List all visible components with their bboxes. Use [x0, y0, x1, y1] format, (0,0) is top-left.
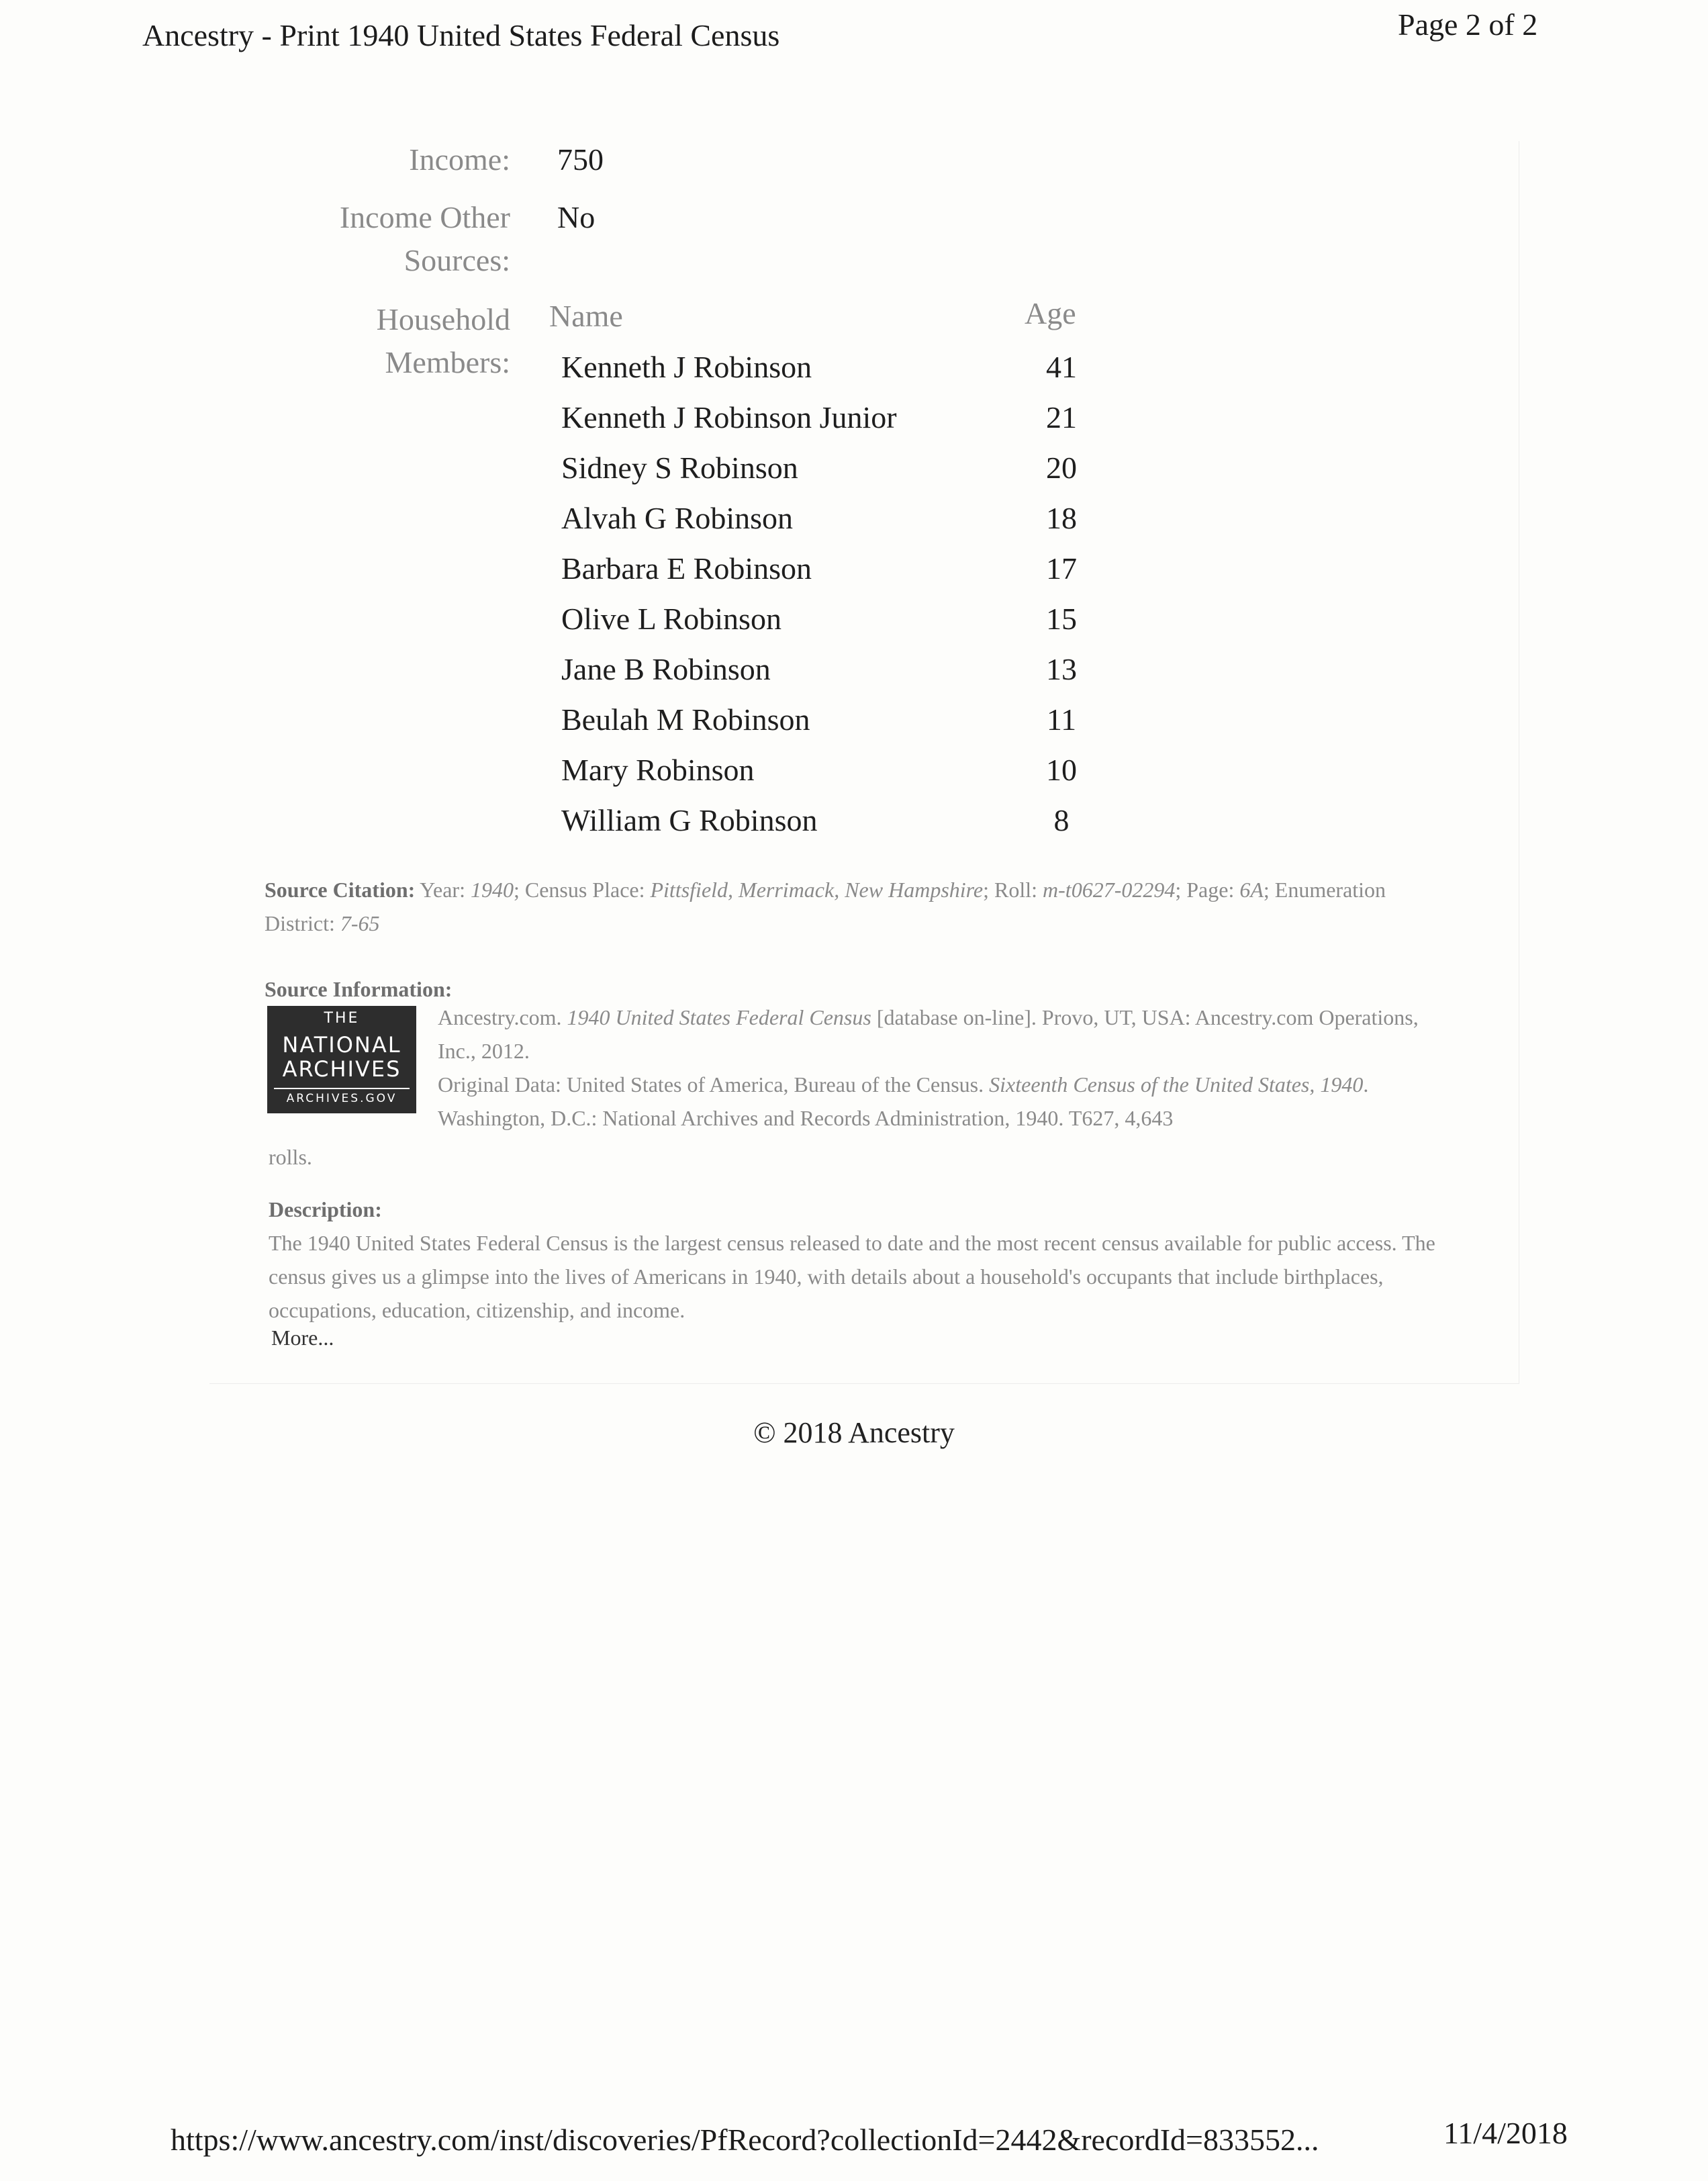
database-title: 1940 United States Federal Census [567, 1005, 871, 1029]
household-member-row [561, 349, 1166, 400]
citation-roll: m-t0627-02294 [1043, 878, 1176, 902]
household-member-row [561, 450, 1166, 500]
logo-line-the: THE [324, 1010, 360, 1027]
income-label: Income: [409, 142, 510, 177]
footer-url: https://www.ancestry.com/inst/discoveries/PfRecord?collectionId=2442&recordId=833552... [171, 2123, 1319, 2157]
household-member-row [561, 601, 1166, 651]
household-member-row [561, 551, 1166, 601]
original-data-prefix: Original Data: United States of America, Bureau of the Census. [438, 1072, 984, 1097]
page-header-title: Ancestry - Print 1940 United States Federal Census [142, 18, 780, 52]
income-other-sources-label: Income Other Sources: [339, 200, 510, 277]
source-information-heading [265, 972, 452, 1006]
source-information-tail: rolls. [269, 1145, 312, 1169]
citation-district-label: Enumeration District: [265, 878, 1386, 935]
member-name[interactable]: Kenneth J Robinson Junior [561, 400, 897, 434]
source-citation: Source Citation: Year: 1940; Census Place: Pittsfield, Merrimack, New Hampshire; Roll: m-t0627-02294; Page: 6A; Enumeration District: 7-65 [265, 878, 1386, 935]
footer-date: 11/4/2018 [1443, 2116, 1568, 2150]
description-label: Description: [269, 1197, 382, 1221]
member-age: 18 [1046, 501, 1077, 535]
member-name[interactable]: Barbara E Robinson [561, 551, 812, 586]
citation-roll-label: Roll: [994, 878, 1038, 902]
member-name[interactable]: Jane B Robinson [561, 652, 771, 686]
member-age: 21 [1046, 400, 1077, 434]
logo-line-archives-gov: ARCHIVES.GOV [286, 1092, 397, 1105]
household-member-row [561, 802, 1166, 853]
member-age: 10 [1046, 753, 1077, 787]
citation-page-label: Page: [1186, 878, 1235, 902]
citation-year-label: Year: [420, 878, 465, 902]
page-number: Page 2 of 2 [1398, 7, 1538, 42]
household-members-label: Household Members: [376, 302, 510, 379]
household-member-row [561, 500, 1166, 551]
household-member-row [561, 752, 1166, 802]
member-name[interactable]: Mary Robinson [561, 753, 755, 787]
member-age: 20 [1046, 451, 1077, 485]
logo-line-archives: ARCHIVES [282, 1056, 401, 1082]
national-archives-logo[interactable] [267, 1006, 416, 1113]
member-name[interactable]: Alvah G Robinson [561, 501, 793, 535]
copyright-notice: © 2018 Ancestry [753, 1416, 955, 1449]
income-value: 750 [557, 142, 604, 177]
original-data-title: Sixteenth Census of the United States, 1940 [989, 1072, 1364, 1097]
member-name[interactable]: Kenneth J Robinson [561, 350, 812, 384]
logo-line-national-archives [267, 1033, 416, 1081]
member-age: 15 [1046, 602, 1077, 636]
source-information-text [438, 1001, 1445, 1135]
member-name[interactable]: Olive L Robinson [561, 602, 781, 636]
original-data-suffix: . Washington, D.C.: National Archives and Records Administration, 1940. T627, 4,643 [438, 1072, 1369, 1130]
household-members-list [561, 349, 1166, 853]
member-age: 11 [1046, 702, 1077, 737]
logo-line-national: NATIONAL [282, 1032, 401, 1058]
description-text: The 1940 United States Federal Census is the largest census released to date and the most recent census available for public access. The census gives us a glimpse into the lives of Americans in 1940, with details about a household's occupants that include birthplaces, occupations, education, citizenship, and income. [269, 1231, 1435, 1322]
household-member-row [561, 702, 1166, 752]
source-citation-label: Source Citation: [265, 878, 416, 902]
member-age: 13 [1046, 652, 1077, 686]
citation-page: 6A [1239, 878, 1264, 902]
member-age: 41 [1046, 350, 1077, 384]
source-information-label: Source Information: [265, 977, 453, 1001]
citation-year: 1940 [470, 878, 514, 902]
member-name[interactable]: Sidney S Robinson [561, 451, 798, 485]
citation-district: 7-65 [340, 911, 380, 935]
household-member-row [561, 400, 1166, 450]
member-name[interactable]: Beulah M Robinson [561, 702, 810, 737]
publisher-prefix: Ancestry.com. [438, 1005, 562, 1029]
citation-place-label: Census Place: [524, 878, 645, 902]
column-header-age: Age [1025, 296, 1076, 330]
more-link[interactable]: More... [271, 1326, 334, 1350]
citation-place: Pittsfield, Merrimack, New Hampshire [650, 878, 984, 902]
household-member-row [561, 651, 1166, 702]
income-other-sources-value: No [557, 200, 596, 234]
member-age: 17 [1046, 551, 1077, 586]
column-header-name: Name [549, 299, 623, 333]
member-age: 8 [1053, 803, 1070, 837]
description-heading [269, 1193, 382, 1226]
member-name[interactable]: William G Robinson [561, 803, 818, 837]
database-suffix: [database on-line]. Provo, UT, USA: Ancestry.com Operations, Inc., 2012. [438, 1005, 1419, 1063]
logo-divider [274, 1088, 410, 1089]
